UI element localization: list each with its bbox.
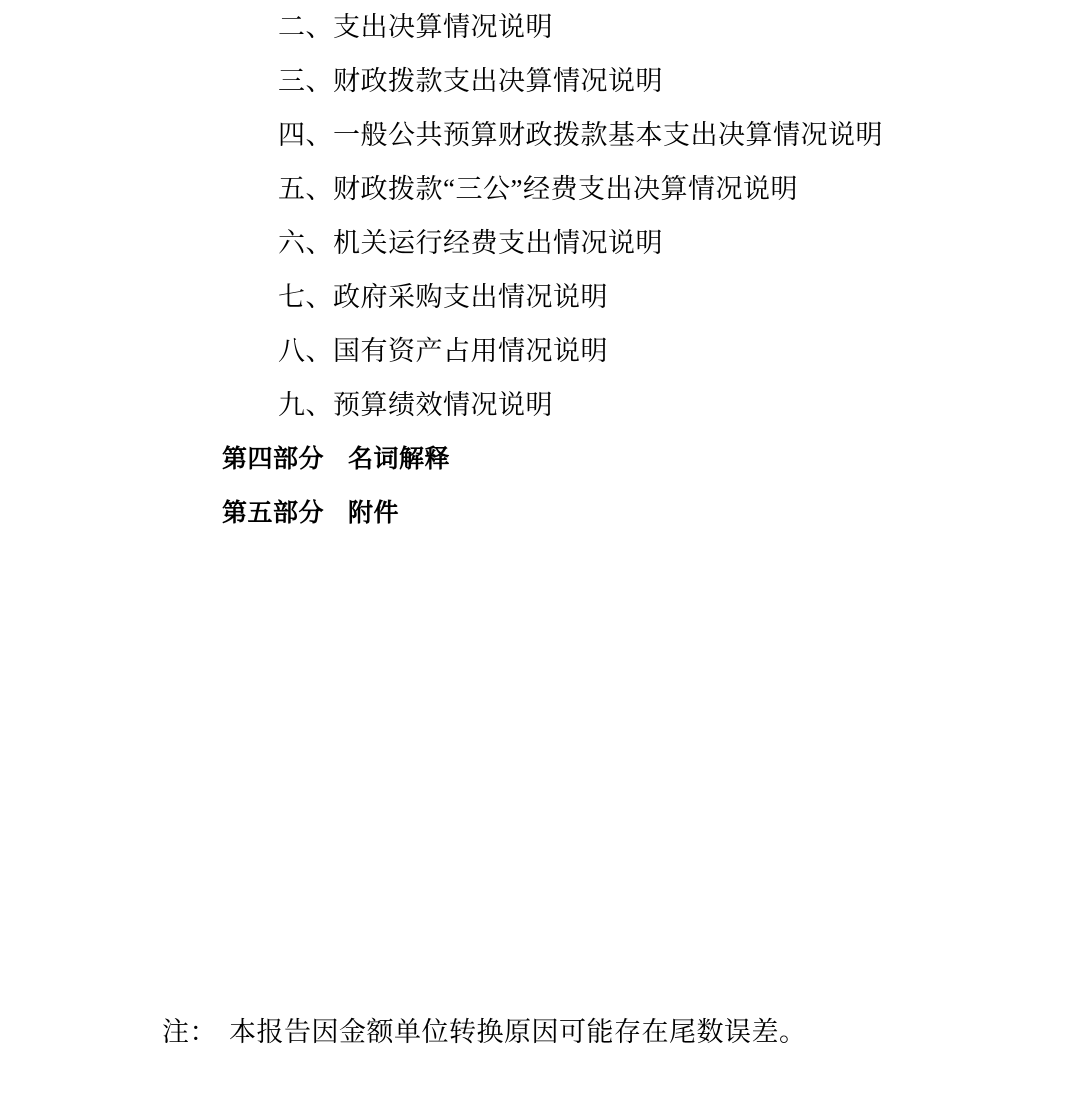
- table-of-contents: [0, 0, 1074, 540]
- toc-sub-item: 七、政府采购支出情况说明: [278, 282, 608, 312]
- toc-main-part-label: 第四部分: [222, 444, 325, 473]
- toc-sub-item: 四、一般公共预算财政拨款基本支出决算情况说明: [278, 120, 883, 150]
- footer-note-text: 本报告因金额单位转换原因可能存在尾数误差。: [229, 1017, 807, 1047]
- toc-sub-item: 八、国有资产占用情况说明: [278, 336, 608, 366]
- toc-main-item: [0, 486, 1074, 540]
- footer-note-label: 注：: [162, 1017, 217, 1047]
- toc-sub-item: 五、财政拨款“三公”经费支出决算情况说明: [278, 174, 798, 204]
- toc-main-title: 附件: [348, 498, 400, 527]
- toc-sub-item: 三、财政拨款支出决算情况说明: [278, 66, 663, 96]
- toc-sub-item: 六、机关运行经费支出情况说明: [278, 228, 663, 258]
- toc-main-part-label: 第五部分: [222, 498, 325, 527]
- toc-main-title: 名词解释: [348, 444, 451, 473]
- footer-note: [162, 1012, 807, 1052]
- toc-sub-item: 二、支出决算情况说明: [278, 12, 553, 42]
- toc-sub-item: 九、预算绩效情况说明: [278, 390, 553, 420]
- toc-main-item: [0, 432, 1074, 486]
